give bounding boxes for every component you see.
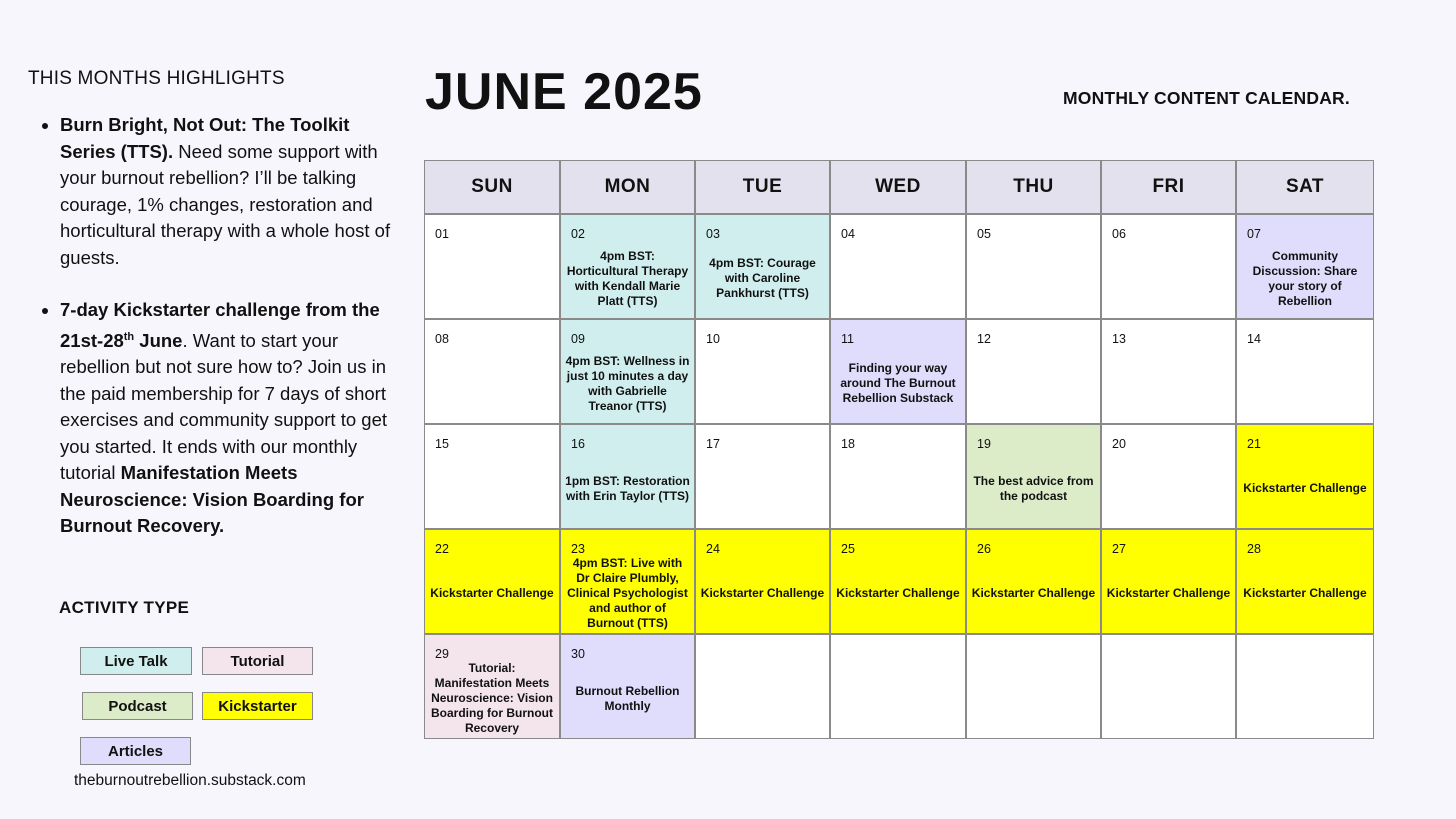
event-text <box>835 243 961 314</box>
event-text <box>429 243 555 314</box>
calendar-day-cell <box>1101 634 1236 739</box>
calendar-day-cell <box>1101 214 1236 319</box>
day-number: 23 <box>571 542 585 556</box>
day-number: 22 <box>435 542 449 556</box>
highlight-item-kickstarter <box>60 297 398 540</box>
calendar-day-cell <box>1236 319 1374 424</box>
event-text: 4pm BST: Horticultural Therapy with Kendall Marie Platt (TTS) <box>566 248 689 308</box>
calendar-week-row <box>424 529 1374 634</box>
calendar-day-cell <box>830 319 966 424</box>
calendar-day-cell <box>1101 424 1236 529</box>
event-text: 4pm BST: Wellness in just 10 minutes a day with Gabrielle Treanor (TTS) <box>565 353 690 413</box>
day-number: 19 <box>977 437 991 451</box>
calendar-day-cell <box>830 634 966 739</box>
day-number: 02 <box>571 227 585 241</box>
day-header-thu: THU <box>966 160 1101 214</box>
day-number: 01 <box>435 227 449 241</box>
calendar-day-cell <box>830 529 966 634</box>
event-text: Tutorial: Manifestation Meets Neuroscience: Vision Boarding for Burnout Recovery <box>431 661 553 735</box>
calendar-day-cell <box>966 529 1101 634</box>
event-text: Kickstarter Challenge <box>700 586 825 600</box>
day-number: 16 <box>571 437 585 451</box>
day-number: 27 <box>1112 542 1126 556</box>
kickstarter-title-month: June <box>134 329 183 351</box>
day-number: 26 <box>977 542 991 556</box>
event-text <box>1241 348 1369 419</box>
event-text: 4pm BST: Live with Dr Claire Plumbly, Clinical Psychologist and author of Burnout (TTS) <box>567 556 688 630</box>
event-text: Kickstarter Challenge <box>1106 586 1231 600</box>
calendar-day-cell <box>1101 529 1236 634</box>
event-text <box>971 348 1096 419</box>
event-text <box>429 348 555 419</box>
day-number: 09 <box>571 332 585 346</box>
calendar-day-cell <box>966 424 1101 529</box>
event-text <box>971 663 1096 734</box>
day-number: 29 <box>435 647 449 661</box>
calendar-day-cell <box>1236 214 1374 319</box>
highlight-item-kickstarter-text: . Want to start your rebellion but not sure how to? Join us in the paid membership for 7 days of short exercises and community support to get you started. It ends with our monthly tutorial <box>60 329 387 484</box>
calendar-week-row <box>424 424 1374 529</box>
calendar-title: JUNE 2025 <box>425 63 703 121</box>
event-text: Kickstarter Challenge <box>971 586 1096 600</box>
event-text <box>1106 663 1231 734</box>
legend-kickstarter: Kickstarter <box>202 692 313 720</box>
day-header-wed: WED <box>830 160 966 214</box>
calendar-day-cell <box>966 214 1101 319</box>
event-text: Kickstarter Challenge <box>836 586 960 600</box>
day-number: 10 <box>706 332 720 346</box>
calendar-day-cell <box>560 634 695 739</box>
calendar-day-cell <box>1236 634 1374 739</box>
event-text <box>1106 348 1231 419</box>
calendar-day-cell <box>830 214 966 319</box>
calendar-day-cell <box>424 529 560 634</box>
day-number: 28 <box>1247 542 1261 556</box>
day-header-fri: FRI <box>1101 160 1236 214</box>
highlight-item-tutorial-name: Manifestation Meets Neuroscience: Vision Boarding for Burnout Recovery. <box>60 462 364 537</box>
highlight-item-tts <box>60 112 398 271</box>
calendar-day-cell <box>424 634 560 739</box>
footer-url: theburnoutrebellion.substack.com <box>74 772 306 789</box>
event-text: Community Discussion: Share your story of Rebellion <box>1252 248 1358 308</box>
highlight-item-tts-title: Burn Bright, Not Out: The Toolkit Series (TTS). <box>60 114 350 162</box>
day-number: 30 <box>571 647 585 661</box>
calendar-day-cell <box>695 634 830 739</box>
legend-articles: Articles <box>80 737 191 765</box>
day-number: 18 <box>841 437 855 451</box>
legend-podcast: Podcast <box>82 692 193 720</box>
day-number: 07 <box>1247 227 1261 241</box>
calendar-grid <box>424 160 1374 738</box>
calendar-week-row <box>424 214 1374 319</box>
calendar-day-cell <box>695 214 830 319</box>
event-text: Burnout Rebellion Monthly <box>575 683 680 713</box>
calendar-day-cell <box>1236 424 1374 529</box>
calendar-day-cell <box>560 214 695 319</box>
calendar-day-cell <box>1236 529 1374 634</box>
day-number: 15 <box>435 437 449 451</box>
day-number: 17 <box>706 437 720 451</box>
highlights-list <box>28 112 398 540</box>
event-text <box>700 453 825 524</box>
event-text <box>1241 663 1369 734</box>
event-text: Kickstarter Challenge <box>1243 586 1367 600</box>
calendar-day-cell <box>424 424 560 529</box>
highlights-panel <box>28 68 398 566</box>
calendar-day-cell <box>695 424 830 529</box>
calendar-weeks <box>424 214 1374 739</box>
day-number: 14 <box>1247 332 1261 346</box>
activity-type-title: ACTIVITY TYPE <box>59 598 190 617</box>
calendar-day-cell <box>560 529 695 634</box>
calendar-day-cell <box>966 634 1101 739</box>
day-number: 21 <box>1247 437 1261 451</box>
event-text: Kickstarter Challenge <box>430 586 554 600</box>
event-text: Kickstarter Challenge <box>1243 481 1367 495</box>
calendar-day-cell <box>560 424 695 529</box>
kickstarter-title-part: 7-day Kickstarter challenge from the 21st-28 <box>60 299 380 351</box>
day-header-mon: MON <box>560 160 695 214</box>
event-text <box>1106 243 1231 314</box>
calendar-day-cell <box>830 424 966 529</box>
day-header-sat: SAT <box>1236 160 1374 214</box>
day-header-tue: TUE <box>695 160 830 214</box>
day-number: 13 <box>1112 332 1126 346</box>
calendar-day-cell <box>424 319 560 424</box>
event-text <box>700 663 825 734</box>
event-text <box>700 348 825 419</box>
calendar-header-row <box>424 160 1374 214</box>
event-text: The best advice from the podcast <box>973 473 1094 503</box>
legend-tutorial: Tutorial <box>202 647 313 675</box>
calendar-subtitle: MONTHLY CONTENT CALENDAR. <box>1063 88 1350 108</box>
calendar-week-row <box>424 634 1374 739</box>
calendar-week-row <box>424 319 1374 424</box>
day-number: 20 <box>1112 437 1126 451</box>
day-number: 03 <box>706 227 720 241</box>
day-number: 06 <box>1112 227 1126 241</box>
calendar-day-cell <box>1101 319 1236 424</box>
calendar-day-cell <box>695 529 830 634</box>
calendar-day-cell <box>560 319 695 424</box>
event-text <box>1106 453 1231 524</box>
day-number: 24 <box>706 542 720 556</box>
calendar-day-cell <box>695 319 830 424</box>
day-number: 12 <box>977 332 991 346</box>
event-text <box>429 453 555 524</box>
day-number: 25 <box>841 542 855 556</box>
day-number: 08 <box>435 332 449 346</box>
day-number: 04 <box>841 227 855 241</box>
event-text <box>835 663 961 734</box>
legend-live-talk: Live Talk <box>80 647 192 675</box>
event-text: 4pm BST: Courage with Caroline Pankhurst (TTS) <box>709 256 816 300</box>
day-number: 11 <box>841 332 854 346</box>
kickstarter-title-sup: th <box>123 330 135 343</box>
calendar-day-cell <box>966 319 1101 424</box>
event-text <box>835 453 961 524</box>
event-text: Finding your way around The Burnout Rebellion Substack <box>840 361 956 405</box>
event-text: 1pm BST: Restoration with Erin Taylor (TTS) <box>565 473 690 503</box>
event-text <box>971 243 1096 314</box>
day-number: 05 <box>977 227 991 241</box>
highlights-title: THIS MONTHS HIGHLIGHTS <box>28 68 285 89</box>
highlight-item-tts-text: Need some support with your burnout rebellion? I’ll be talking courage, 1% changes, restoration and horticultural therapy with a whole host of guests. <box>60 140 391 268</box>
calendar-day-cell <box>424 214 560 319</box>
day-header-sun: SUN <box>424 160 560 214</box>
